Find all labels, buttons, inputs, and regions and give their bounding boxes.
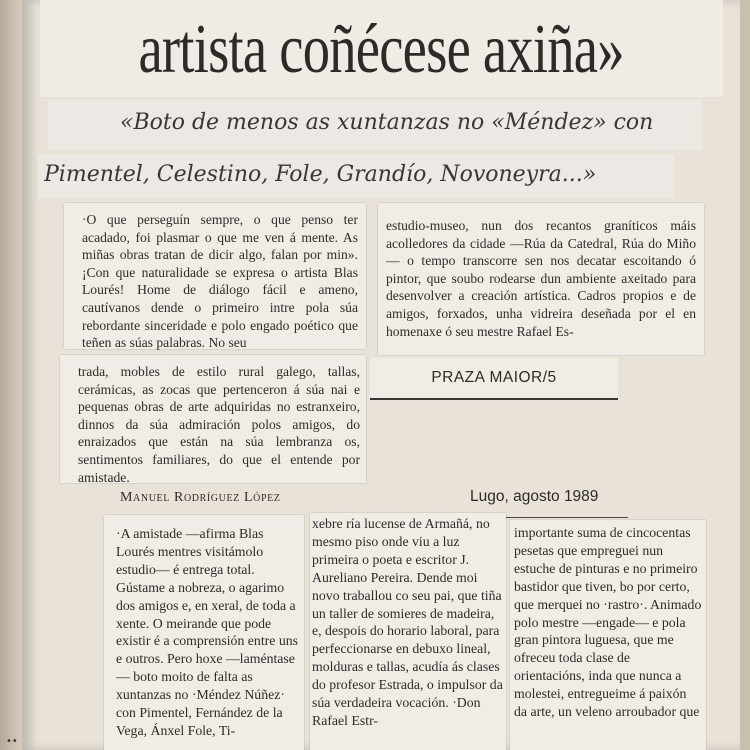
book-spine-shadow: [0, 0, 22, 750]
deck-line-2: Pimentel, Celestino, Fole, Grandío, Novoneyra...»: [44, 162, 597, 187]
paragraph-mid-left: trada, mobles de estilo rural galego, tallas, cerámicas, as zocas que pertenceron á súa nai e pequenas obras de arte adquiridas no estranxeiro, dinnos da súa admiración polos amigos, do enraizados que están na súa lembranza os, sentimentos familiares, do que el entende por amistade.: [78, 364, 360, 485]
section-label: PRAZA MAIOR/5: [370, 358, 618, 400]
margin-mark: ••: [6, 736, 18, 747]
deck-clipping-2: [38, 155, 674, 199]
article-column-bottom-1: [104, 515, 304, 750]
headline: artista coñécese axiña»: [138, 11, 625, 88]
paragraph-bottom-3: importante suma de cincocentas pesetas que empreguei nun estuche de pinturas e no primeiro bastidor que tiven, bo por certo, que merquei no ·rastro·. Animado polo mestre —engade— e pola gran pintora luguesa, que me ofreceu toda clase de orientacións, inda que nunca a molestei, entregueime á paixón da arte, un veleno arroubador que: [514, 525, 702, 720]
article-column-bottom-2: [310, 513, 506, 750]
deck-line-1: «Boto de menos as xuntanzas no «Méndez» con: [120, 110, 654, 135]
article-column-bottom-3: [510, 520, 706, 750]
paragraph-top-left: ·O que perseguín sempre, o que penso ter acadado, foi plasmar o que me ven á mente. As miñas obras tratan de dicir algo, falan por min». ¡Con que naturalidade se expresa o artista Blas Lourés! Home de diálogo fácil e ameno, cautívanos dende o primeiro intre pola súa rebordante sinceridade e polo engado poético que teñen as súas palabras. No seu: [82, 212, 358, 351]
paragraph-top-right: estudio-museo, nun dos recantos graníticos máis acolledores da cidade —Rúa da Catedral, Rúa do Miño— o tempo transcorre sen nos decatar escoitando ó pintor, que soubo rodearse dun ambiente axeitado para desenvolver a creación artística. Cadros propios e de amigos, forxados, unha vidreira deseñada por el en homenaxe ó seu mestre Rafael Es-: [386, 218, 696, 339]
headline-clipping: [40, 0, 723, 97]
dateline: Lugo, agosto 1989: [470, 488, 599, 505]
article-column-top-right: [378, 203, 704, 355]
paragraph-bottom-2: xebre ría lucense de Armañá, no mesmo piso onde viu a luz primeira o poeta e escritor J. Aureliano Pereira. Dende moi novo traballou co seu pai, que tiña un taller de somieres de madeira, e, despois do horario laboral, para perfeccionarse en debuxo lineal, molduras e tallas, acudía ás clases do profesor Estrada, o impulsor da súa verdadeira vocación. ·Don Rafael Estr-: [312, 516, 503, 728]
paragraph-bottom-1: ·A amistade —afirma Blas Lourés mentres visitámolo estudio— é entrega total. Gústame a nobreza, o agarimo dos amigos e, en xeral, de toda a xente. O meirande que pode existir é a comprensión entre uns e outros. Pero hoxe —laméntase— boto moito de falta as xuntanzas no ·Méndez Núñez· con Pimentel, Fernández de la Vega, Ánxel Fole, Ti-: [116, 526, 298, 738]
byline: Manuel Rodríguez López: [120, 490, 281, 505]
article-column-mid-left: [60, 355, 366, 483]
deck-clipping-1: [48, 100, 702, 150]
article-column-top-left: [64, 203, 366, 349]
